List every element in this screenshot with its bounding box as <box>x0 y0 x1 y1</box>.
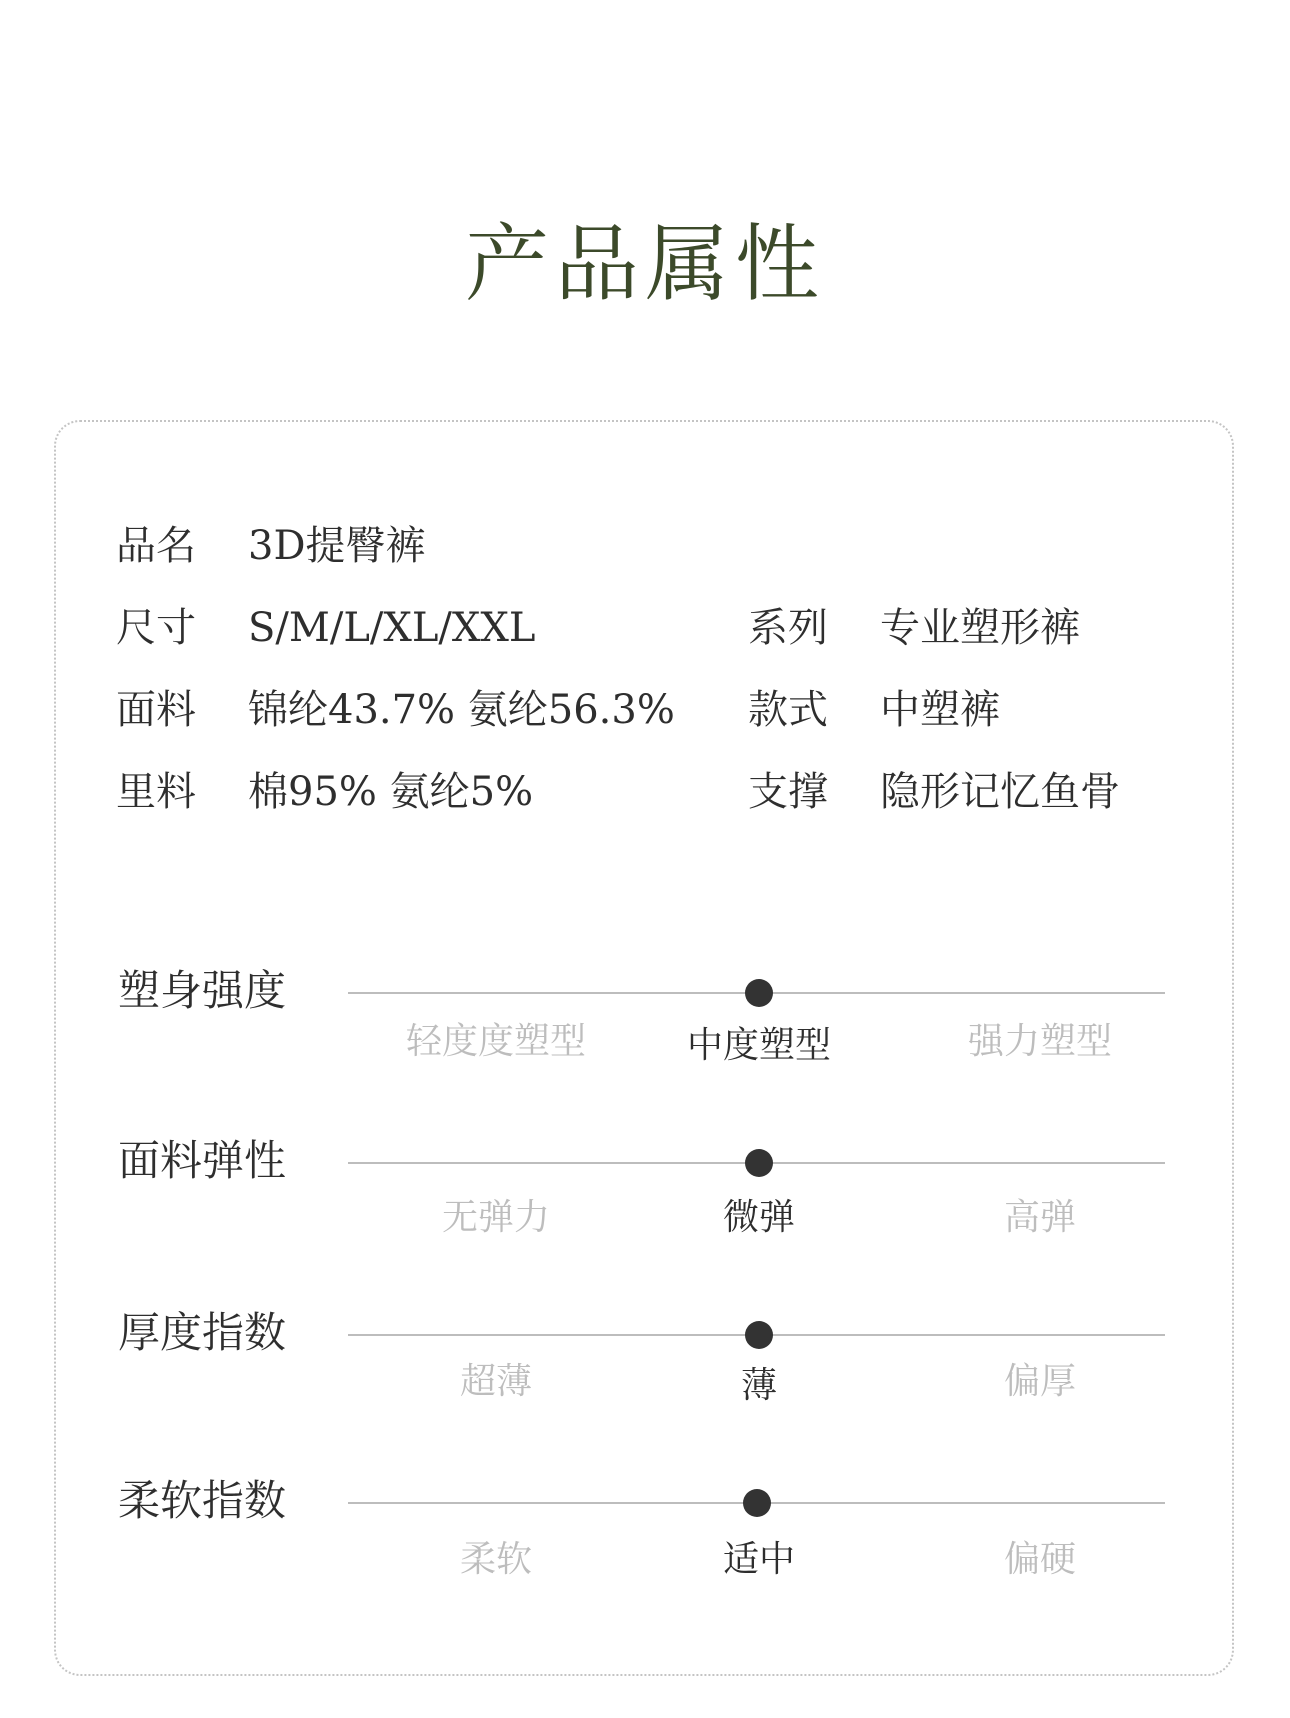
metric-fabric-elasticity <box>56 1136 1236 1322</box>
attr-label: 系列 <box>748 605 828 651</box>
metric-title: 面料弹性 <box>118 1136 287 1185</box>
attr-label: 品名 <box>116 523 196 569</box>
attr-label: 里料 <box>116 769 196 815</box>
attr-value: 3D提臀裤 <box>248 523 426 569</box>
scale-option-high: 高弹 <box>1003 1197 1076 1238</box>
attr-value: 隐形记忆鱼骨 <box>880 769 1120 815</box>
scale-dot <box>743 1489 771 1517</box>
scale-dot <box>745 1149 773 1177</box>
scale-option-low: 柔软 <box>459 1539 532 1580</box>
metric-softness-index <box>56 1476 1236 1662</box>
scale-option-mid: 微弹 <box>722 1197 795 1238</box>
scale-option-mid: 薄 <box>740 1365 777 1406</box>
scale-option-high: 偏硬 <box>1003 1539 1076 1580</box>
attr-label: 尺寸 <box>116 605 196 651</box>
attr-label: 面料 <box>116 687 196 733</box>
attr-label: 款式 <box>748 687 828 733</box>
scale-option-high: 偏厚 <box>1003 1361 1076 1402</box>
attr-value: 锦纶43.7% 氨纶56.3% <box>248 687 675 733</box>
attr-value: 棉95% 氨纶5% <box>248 769 534 815</box>
scale-option-low: 无弹力 <box>441 1197 550 1238</box>
scale-dot <box>745 979 773 1007</box>
scale-option-low: 轻度度塑型 <box>405 1021 586 1062</box>
attr-label: 支撑 <box>748 769 828 815</box>
metric-shaping-strength <box>56 966 1236 1152</box>
scale-option-high: 强力塑型 <box>967 1021 1112 1062</box>
scale-dot <box>745 1321 773 1349</box>
scale-option-low: 超薄 <box>459 1361 532 1402</box>
attr-value: 专业塑形裤 <box>880 605 1080 651</box>
metric-title: 柔软指数 <box>118 1476 287 1525</box>
metric-title: 厚度指数 <box>118 1308 287 1357</box>
metric-thickness-index <box>56 1308 1236 1494</box>
attr-value: S/M/L/XL/XXL <box>248 605 536 651</box>
page-title: 产品属性 <box>464 215 825 313</box>
metric-title: 塑身强度 <box>118 966 287 1015</box>
attr-value: 中塑裤 <box>880 687 1000 733</box>
product-attributes-card <box>54 420 1234 1676</box>
scale-option-mid: 中度塑型 <box>686 1025 831 1066</box>
scale-option-mid: 适中 <box>722 1539 795 1580</box>
